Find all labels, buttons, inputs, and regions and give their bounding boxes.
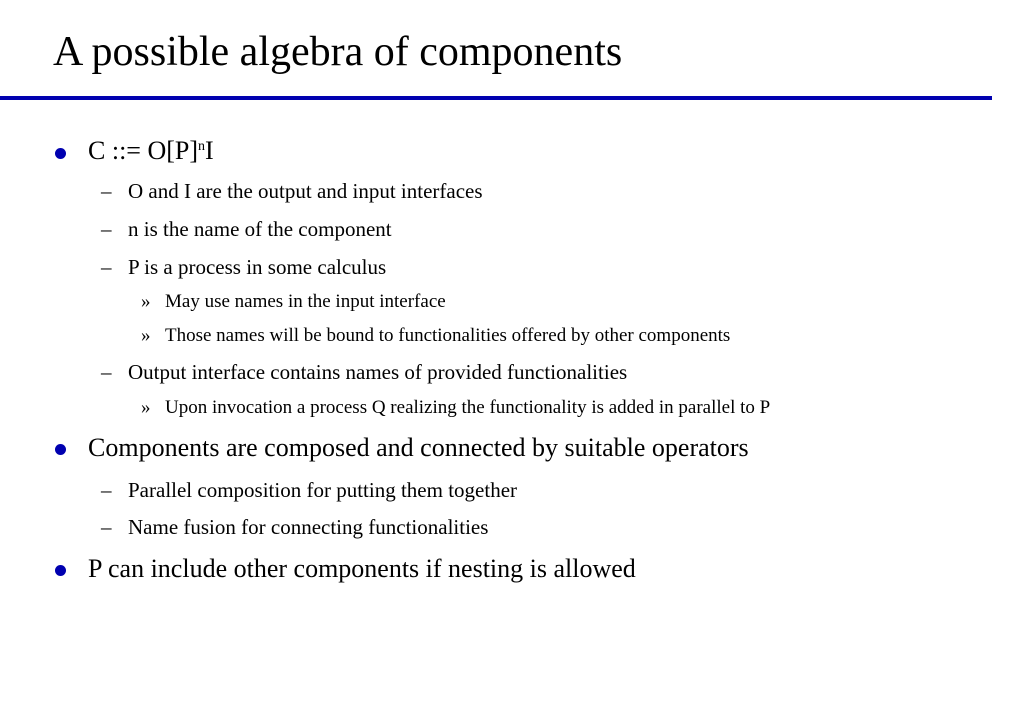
sub-bullet: O and I are the output and input interfaces: [128, 179, 483, 203]
bullet-dot: [55, 444, 66, 455]
sub-sub-bullet: May use names in the input interface: [165, 291, 446, 312]
sub-bullet: Parallel composition for putting them together: [128, 478, 518, 502]
dash-marker: –: [101, 478, 112, 502]
dash-marker: –: [101, 179, 112, 203]
sub-sub-bullet: Upon invocation a process Q realizing the functionality is added in parallel to P: [165, 397, 771, 418]
bullet-text: Components are composed and connected by suitable operators: [88, 433, 749, 462]
bullet-text: P can include other components if nesting is allowed: [88, 554, 636, 583]
bullet-dot: [55, 148, 66, 159]
bullet-grammar: C ::= $O[P]^nI$: [88, 136, 214, 165]
dash-marker: –: [101, 217, 112, 241]
guillemet-marker: »: [141, 325, 151, 346]
sub-bullet: Output interface contains names of provided functionalities: [128, 360, 628, 384]
title-divider: [0, 96, 992, 100]
sub-bullet: Name fusion for connecting functionalities: [128, 515, 489, 539]
dash-marker: –: [101, 360, 112, 384]
bullet-dot: [55, 565, 66, 576]
dash-marker: –: [101, 255, 112, 279]
guillemet-marker: »: [141, 397, 151, 418]
slide-title: A possible algebra of components: [53, 29, 623, 75]
sub-bullet: n is the name of the component: [128, 217, 392, 241]
dash-marker: –: [101, 515, 112, 539]
superscript-n: n: [198, 139, 206, 154]
sub-sub-bullet: Those names will be bound to functionalities offered by other components: [165, 325, 731, 346]
guillemet-marker: »: [141, 291, 151, 312]
sub-bullet: P is a process in some calculus: [128, 255, 387, 279]
